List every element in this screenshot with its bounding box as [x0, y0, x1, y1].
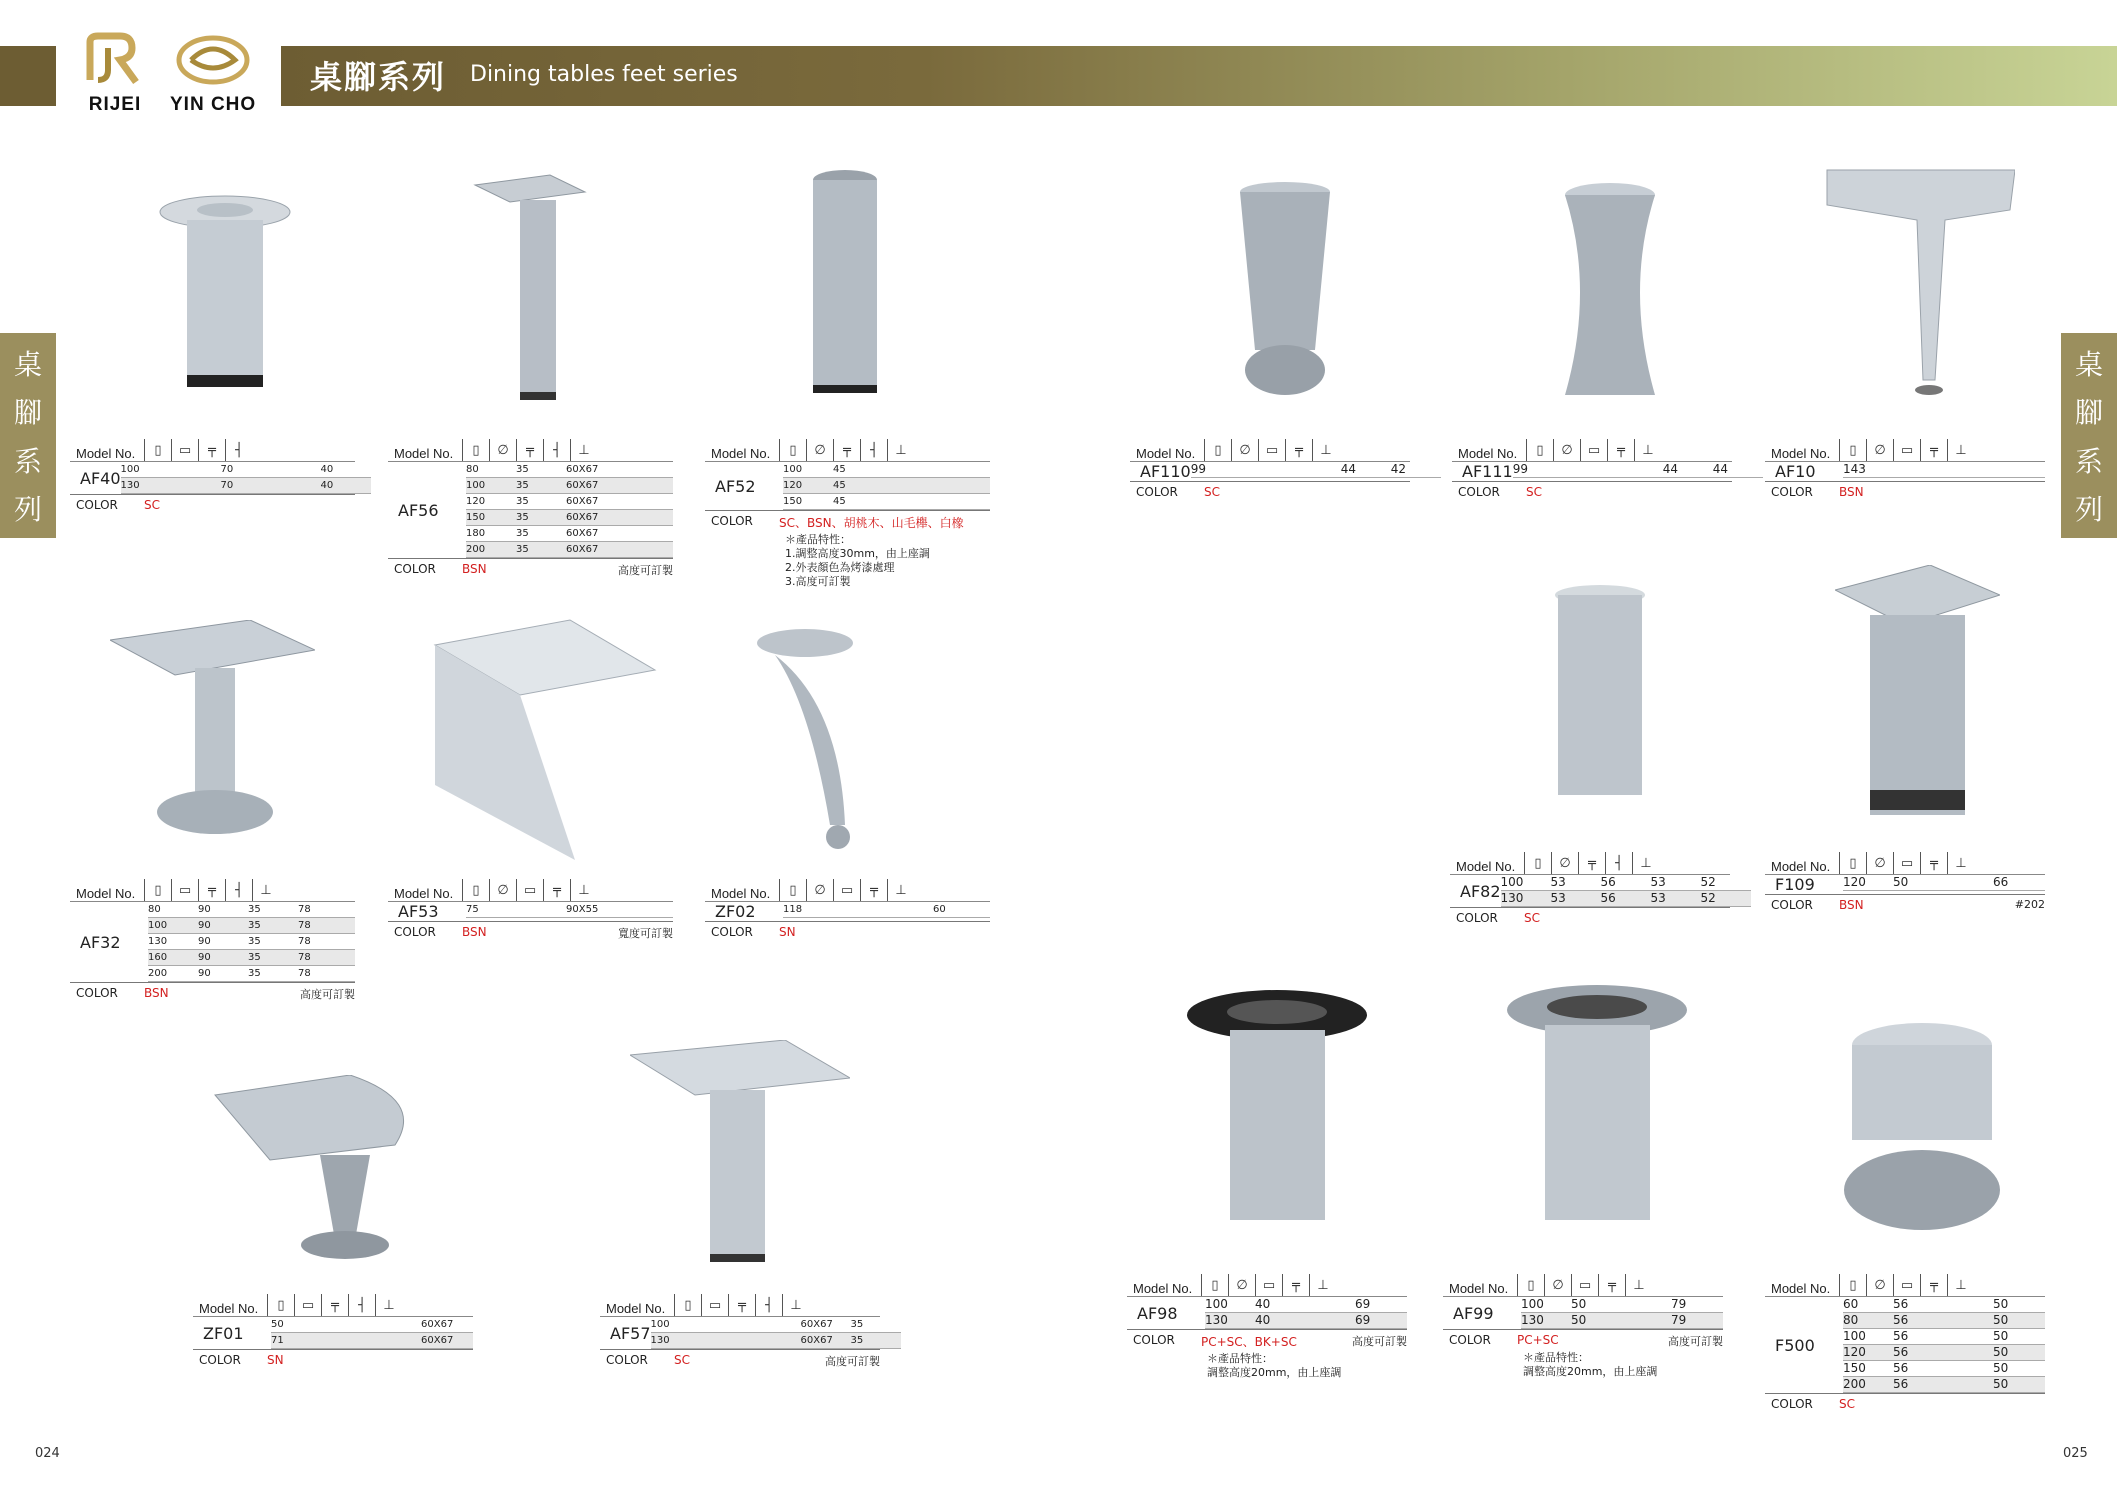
page-number-left: 024 [35, 1446, 60, 1461]
yincho-logo: YIN CHO [170, 30, 256, 116]
product-image-zf01 [210, 1075, 430, 1260]
spec-af99: Model No. ▯ ∅ ▭ ╤ ⊥ AF99 100 50 79 130 50 79 COLOR PC+SC 高度可訂製 ＊產品特性： 調整高度20mm，由上座調 [1443, 1270, 1723, 1379]
spec-zf02: Model No. ▯ ∅ ▭ ╤ ⊥ ZF02 118 60 COLOR SN [705, 875, 990, 939]
header-left-bar [0, 46, 56, 106]
spec-zf01: Model No. ▯ ▭ ╤ ┤ ⊥ ZF01 50 60X67 71 60X67 COLOR SN [193, 1290, 473, 1367]
header-title-en: Dining tables feet series [470, 62, 738, 87]
page-number-right: 025 [2063, 1446, 2088, 1461]
product-image-af40 [150, 190, 300, 400]
spec-af52: Model No. ▯ ∅ ╤ ┤ ⊥ AF52 100 45 120 45 150 45 COLOR SC、BSN、胡桃木、山毛櫸、白橡 ＊產品特性： 1.調整高度30mm，由上座調 2.外表顏色為烤漆處理 3.高度可訂製 [705, 435, 990, 589]
product-image-af52 [795, 165, 895, 405]
spec-af110: Model No. ▯ ∅ ▭ ╤ ⊥ AF110 99 44 42 COLOR SC [1130, 435, 1410, 499]
product-image-af53 [430, 615, 660, 860]
spec-af32: Model No. ▯ ▭ ╤ ┤ ⊥ AF32 80 90 35 78 100 90 35 78 130 90 35 78 160 90 35 78 200 90 35 78 COLOR BSN 高度可訂製 [70, 875, 355, 1002]
product-image-af56 [470, 170, 600, 410]
product-image-af98 [1185, 990, 1370, 1235]
header-title-cn: 桌腳系列 [310, 58, 447, 96]
adjust-icon: ┤ [225, 439, 252, 461]
product-image-af10 [1825, 165, 2015, 400]
base-icon: ╤ [198, 439, 225, 461]
spec-af98: Model No. ▯ ∅ ▭ ╤ ⊥ AF98 100 40 69 130 40 69 COLOR PC+SC、BK+SC 高度可訂製 ＊產品特性： 調整高度20mm，由上座調 [1127, 1270, 1407, 1380]
spec-af53: Model No. ▯ ∅ ▭ ╤ ⊥ AF53 75 90X55 COLOR BSN 寬度可訂製 [388, 875, 673, 941]
spec-af40: Model No. ▯ ▭ ╤ ┤ AF40 100 70 40 130 70 40 COLOR SC [70, 435, 355, 512]
side-tab-right: 桌 腳 系 列 [2061, 333, 2117, 538]
product-image-af32 [110, 620, 315, 840]
height-icon: ▯ [144, 439, 171, 461]
spec-af57: Model No. ▯ ▭ ╤ ┤ ⊥ AF57 100 60X67 35 130 60X67 35 COLOR SC 高度可訂製 [600, 1290, 880, 1369]
spec-af111: Model No. ▯ ∅ ▭ ╤ ⊥ AF111 99 44 44 COLOR SC [1452, 435, 1732, 499]
spec-af56: Model No. ▯ ∅ ╤ ┤ ⊥ AF56 80 35 60X67 100 35 60X67 120 35 60X67 150 35 60X67 180 35 60X67 200 35 60X67 COLOR BSN 高度可訂製 [388, 435, 673, 578]
product-image-af82 [1550, 580, 1650, 815]
rijei-logo-icon [80, 30, 150, 88]
spec-f109: Model No. ▯ ∅ ▭ ╤ ⊥ F109 120 50 66 COLOR BSN #202 [1765, 848, 2045, 912]
product-image-af57 [630, 1040, 850, 1265]
spec-af10: Model No. ▯ ∅ ▭ ╤ ⊥ AF10 143 COLOR BSN [1765, 435, 2045, 499]
width-icon: ▭ [171, 439, 198, 461]
spec-af82: Model No. ▯ ∅ ╤ ┤ ⊥ AF82 100 53 56 53 52 130 53 56 53 52 COLOR SC [1450, 848, 1730, 925]
product-image-af99 [1505, 985, 1690, 1235]
side-tab-left: 桌 腳 系 列 [0, 333, 56, 538]
product-image-f109 [1835, 565, 2000, 820]
product-image-af111 [1555, 180, 1665, 405]
product-image-af110 [1230, 180, 1340, 405]
rijei-logo: RIJEI [80, 30, 150, 116]
product-image-f500 [1840, 1020, 2005, 1230]
spec-f500: Model No. ▯ ∅ ▭ ╤ ⊥ F500 60 56 50 80 56 50 100 56 50 120 56 50 150 56 50 200 56 50 COLOR SC [1765, 1270, 2045, 1411]
yincho-logo-icon [173, 30, 253, 88]
product-image-zf02 [750, 625, 880, 865]
